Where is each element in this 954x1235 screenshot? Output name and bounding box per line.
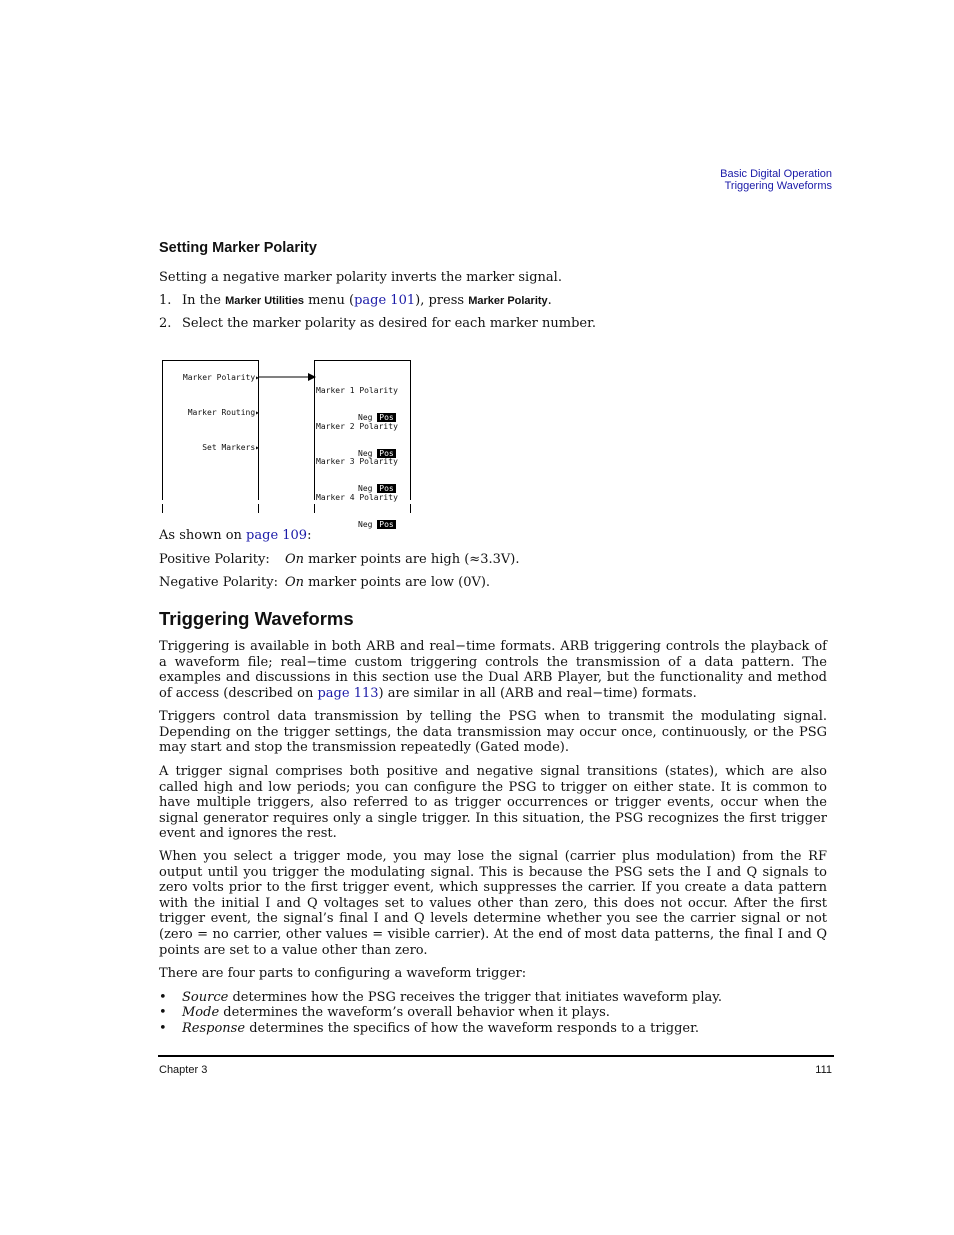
step-1-text-b: menu ( [308,293,355,308]
bullet-response [182,1021,699,1037]
header-subsection: Triggering Waveforms [724,180,832,192]
running-header [720,168,832,192]
panel-tick [162,504,163,513]
panel-tick [258,504,259,513]
section-heading-triggering-waveforms: Triggering Waveforms [159,608,354,629]
marker-4-neg-option: Neg [358,520,373,529]
marker-2-pos-option-selected: Pos [379,449,394,458]
positive-on-term: On [285,552,305,567]
triggering-paragraph-3: A trigger signal comprises both positive and negative signal transitions (states), which are also called high and low periods; you can configure the PSG to trigger on either state. It is common to have multiple triggers, also referred to as trigger occurrences or trigger events, occur when the signal generator requires only a single trigger. In this situation, the PSG recognizes the first trigger event and ignores the rest. [159,764,827,842]
mode-text: determines the waveform’s overall behavior when it plays. [223,1005,610,1020]
as-shown-text: As shown on [159,528,242,543]
step-2 [159,316,597,332]
header-section: Basic Digital Operation [720,168,832,180]
marker-3-polarity-label: Marker 3 Polarity [316,457,398,466]
step-1-number: 1. [159,293,172,308]
softkey-marker-routing-label: Marker Routing [187,408,256,417]
step-2-text: Select the marker polarity as desired for each marker number. [182,316,597,331]
response-text: determines the specifics of how the waveform responds to a trigger. [249,1021,700,1036]
triggering-paragraph-1 [159,639,827,701]
negative-polarity-line [159,575,491,591]
negative-polarity-desc [285,575,490,591]
triggering-paragraph-5: There are four parts to configuring a waveform trigger: [159,966,527,981]
triggering-p1-text-a: Triggering is available in both ARB and real−time formats. ARB triggering controls the playback of a waveform file; real−time custom triggering controls the transmission of a data pattern. The examples and discussions in this section use the Dual ARB Player, but the functionality and method of access (described on [159,639,827,701]
step-2-number: 2. [159,316,172,331]
bullet-icon: • [159,1005,167,1020]
softkey-marker-polarity-label: Marker Polarity [182,373,256,382]
page-101-link[interactable]: page 101 [354,293,416,308]
footer-rule [158,1055,834,1057]
positive-polarity-desc [285,552,519,568]
response-term: Response [182,1021,246,1036]
section-heading-marker-polarity: Setting Marker Polarity [159,240,317,256]
triggering-p1-text-b: ) are similar in all (ARB and real−time) formats. [378,685,697,701]
marker-polarity-key: Marker Polarity [468,295,548,307]
marker-4-pos-option-selected: Pos [379,520,394,529]
as-shown-line [159,528,311,544]
bullet-source [182,990,722,1006]
bullet-icon: • [159,1021,167,1036]
marker-4-polarity-label: Marker 4 Polarity [316,493,398,502]
marker-1-polarity-label: Marker 1 Polarity [316,386,398,395]
triggering-paragraph-4: When you select a trigger mode, you may lose the signal (carrier plus modulation) from the RF output until you trigger the modulating signal. This is because the PSG sets the I and Q signals to zero volts prior to the first trigger event, which suppresses the carrier. If you create a data pattern with the initial I and Q voltages set to values other than zero, this does not occur. After the first trigger event, the signal’s final I and Q levels determine whether you see the carrier signal or not (zero = no carrier, other values = visible carrier). At the end of most data patterns, the final I and Q points are set to a value other than zero. [159,849,827,958]
footer-chapter: Chapter 3 [159,1064,208,1076]
marker-1-neg-option: Neg [358,413,373,422]
footer-page-number: 111 [815,1064,832,1076]
marker-polarity-intro: Setting a negative marker polarity inverts the marker signal. [159,270,562,285]
negative-polarity-label: Negative Polarity: [159,575,278,590]
triggering-paragraph-2: Triggers control data transmission by telling the PSG when to transmit the modulating signal. Depending on the trigger settings, the data transmission may occur once, continuously, or the PSG may start and stop the transmission repeatedly (Gated mode). [159,709,827,756]
step-1-text-d: . [547,293,552,308]
marker-utilities-key: Marker Utilities [225,295,304,307]
marker-3-pos-option-selected: Pos [379,484,394,493]
step-1 [159,293,552,309]
page-109-link[interactable]: page 109 [246,528,308,543]
bullet-mode [182,1005,610,1021]
step-1-text-c: ), press [415,293,465,308]
marker-2-neg-option: Neg [358,449,373,458]
mode-term: Mode [182,1005,220,1020]
negative-polarity-text: marker points are low (0V). [308,575,491,590]
submenu-arrow-icon: ▸ [255,373,260,382]
positive-polarity-label: Positive Polarity: [159,552,270,567]
softkey-marker-4-polarity[interactable] [316,475,398,547]
panel-tick [314,504,315,513]
submenu-arrow-icon: ▸ [255,408,260,417]
marker-2-polarity-label: Marker 2 Polarity [316,422,398,431]
submenu-arrow-icon: ▸ [255,443,260,452]
softkey-set-markers[interactable] [202,443,260,452]
arrow-connector-icon [259,372,317,382]
as-shown-colon: : [307,528,312,543]
step-1-text-a: In the [182,293,221,308]
marker-3-neg-option: Neg [358,484,373,493]
softkey-marker-polarity[interactable] [183,373,260,382]
source-text: determines how the PSG receives the trigger that initiates waveform play. [232,990,723,1005]
softkey-figure [158,358,418,529]
source-term: Source [182,990,229,1005]
bullet-icon: • [159,990,167,1005]
panel-tick [410,504,411,513]
positive-polarity-text: marker points are high (≈3.3V). [308,552,520,567]
positive-polarity-line [159,552,520,568]
softkey-set-markers-label: Set Markers [202,443,256,452]
page-113-link[interactable]: page 113 [317,685,379,701]
softkey-marker-routing[interactable] [188,408,260,417]
step-1-content [182,293,552,310]
marker-1-pos-option-selected: Pos [379,413,394,422]
negative-on-term: On [285,575,305,590]
